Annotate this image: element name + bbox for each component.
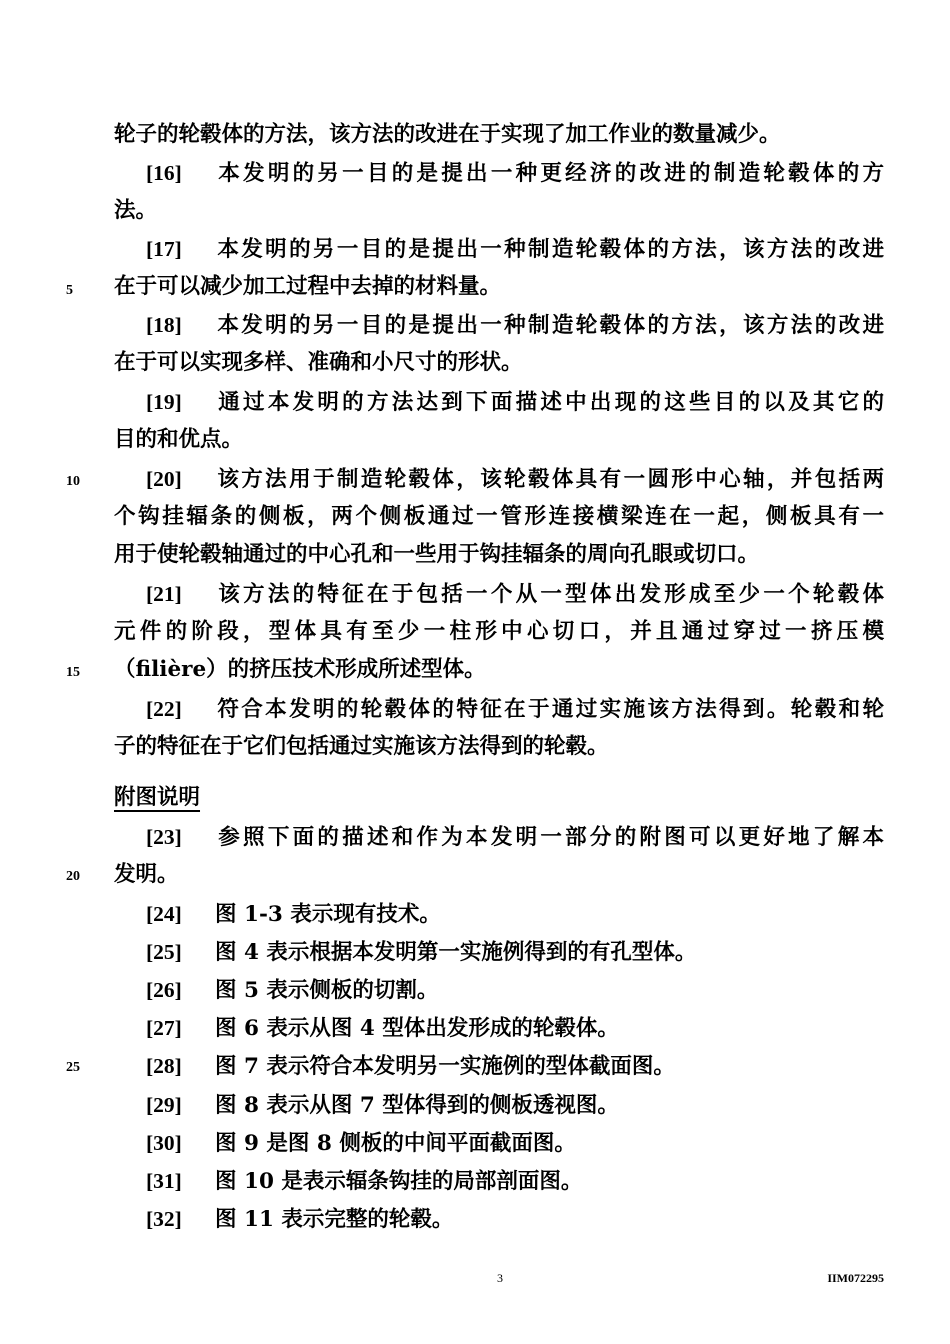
page-number: 3 <box>497 1271 503 1285</box>
paragraph-number: [21] <box>146 582 182 606</box>
paragraph-18 <box>146 306 884 344</box>
text-line: 本发明的另一目的是提出一种制造轮毂体的方法，该方法的改进 <box>215 237 884 262</box>
paragraph-number: [22] <box>146 697 182 721</box>
paragraph-number: [24] <box>146 902 182 926</box>
paragraph-number: [32] <box>146 1207 182 1231</box>
text-line: 图 10 是表示辐条钩挂的局部剖面图。 <box>215 1169 583 1194</box>
paragraph-17 <box>146 230 884 268</box>
text-line: 子的特征在于它们包括通过实施该方法得到的轮毂。 <box>114 734 609 759</box>
paragraph-19 <box>146 383 884 421</box>
text-line: 本发明的另一目的是提出一种制造轮毂体的方法，该方法的改进 <box>215 313 884 338</box>
paragraph-number: [18] <box>146 313 182 337</box>
paragraph-20 <box>146 460 884 498</box>
paragraph-31 <box>146 1162 884 1200</box>
text-line: 在于可以实现多样、准确和小尺寸的形状。 <box>114 350 523 375</box>
paragraph-number: [31] <box>146 1169 182 1193</box>
margin-line-number: 20 <box>66 869 80 884</box>
paragraph-number: [20] <box>146 467 182 491</box>
text-line: 目的和优点。 <box>114 427 244 452</box>
paragraph-number: [23] <box>146 825 182 849</box>
text-line: 图 9 是图 8 侧板的中间平面截面图。 <box>215 1131 576 1156</box>
paragraph-number: [17] <box>146 237 182 261</box>
paragraph-25 <box>146 933 884 971</box>
paragraph-27 <box>146 1009 884 1047</box>
paragraph-16 <box>146 154 884 192</box>
paragraph-number: [28] <box>146 1054 182 1078</box>
text-line: 本发明的另一目的是提出一种更经济的改进的制造轮毂体的方 <box>215 161 884 186</box>
document-id: IIM072295 <box>827 1271 884 1285</box>
margin-line-number: 5 <box>66 283 73 298</box>
paragraph-number: [26] <box>146 978 182 1002</box>
paragraph-21 <box>146 575 884 613</box>
paragraph-29 <box>146 1086 884 1124</box>
paragraph-number: [27] <box>146 1016 182 1040</box>
paragraph-number: [29] <box>146 1093 182 1117</box>
margin-line-number: 25 <box>66 1060 80 1075</box>
text-line: 在于可以减少加工过程中去掉的材料量。 <box>114 274 502 299</box>
paragraph-24 <box>146 895 884 933</box>
text-line: 该方法的特征在于包括一个从一型体出发形成至少一个轮毂体 <box>215 582 884 607</box>
paragraph-number: [19] <box>146 390 182 414</box>
text-line: 符合本发明的轮毂体的特征在于通过实施该方法得到。轮毂和轮 <box>215 697 884 722</box>
paragraph-26 <box>146 971 884 1009</box>
text-line: 参照下面的描述和作为本发明一部分的附图可以更好地了解本 <box>215 825 884 850</box>
text-line: 通过本发明的方法达到下面描述中出现的这些目的以及其它的 <box>215 390 884 415</box>
text-line: 轮子的轮毂体的方法，该方法的改进在于实现了加工作业的数量减少。 <box>114 122 781 147</box>
paragraph-23 <box>146 818 884 856</box>
section-heading: 附图说明 <box>114 785 201 810</box>
paragraph-number: [25] <box>146 940 182 964</box>
text-line: （filière）的挤压技术形成所述型体。 <box>114 657 486 682</box>
text-line: 法。 <box>114 198 158 223</box>
margin-line-number: 10 <box>66 474 80 489</box>
text-line: 发明。 <box>114 862 179 887</box>
text-line: 用于使轮毂轴通过的中心孔和一些用于钩挂辐条的周向孔眼或切口。 <box>114 542 760 567</box>
text-line: 个钩挂辐条的侧板，两个侧板通过一管形连接横梁连在一起，侧板具有一 <box>114 504 884 529</box>
text-line: 图 7 表示符合本发明另一实施例的型体截面图。 <box>215 1054 675 1079</box>
text-line: 图 8 表示从图 7 型体得到的侧板透视图。 <box>215 1093 619 1118</box>
paragraph-number: [30] <box>146 1131 182 1155</box>
text-line: 该方法用于制造轮毂体，该轮毂体具有一圆形中心轴，并包括两 <box>215 467 884 492</box>
text-line: 图 5 表示侧板的切割。 <box>215 978 439 1003</box>
text-line: 图 6 表示从图 4 型体出发形成的轮毂体。 <box>215 1016 619 1041</box>
paragraph-number: [16] <box>146 161 182 185</box>
paragraph-30 <box>146 1124 884 1162</box>
margin-line-number: 15 <box>66 665 80 680</box>
paragraph-28 <box>146 1047 884 1085</box>
paragraph-22 <box>146 690 884 728</box>
text-line: 图 4 表示根据本发明第一实施例得到的有孔型体。 <box>215 940 697 965</box>
text-line: 元件的阶段，型体具有至少一柱形中心切口，并且通过穿过一挤压模 <box>114 619 884 644</box>
paragraph-32 <box>146 1200 884 1238</box>
text-line: 图 11 表示完整的轮毂。 <box>215 1207 454 1232</box>
text-line: 图 1-3 表示现有技术。 <box>215 902 441 927</box>
